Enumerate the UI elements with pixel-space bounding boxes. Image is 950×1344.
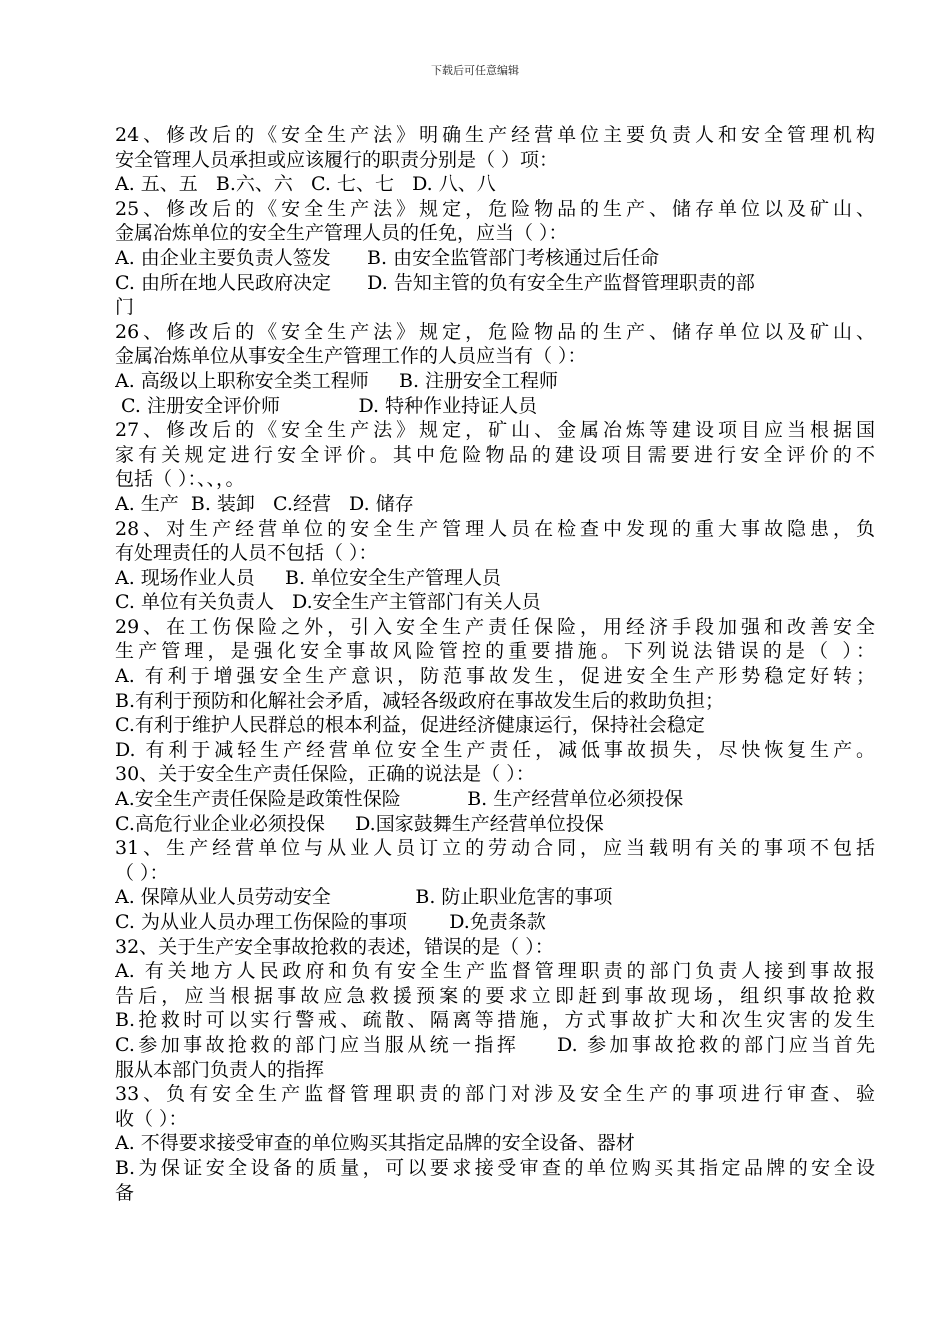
text-line: B.为保证安全设备的质量，可以要求接受审查的单位购买其指定品牌的安全设 <box>115 1156 875 1179</box>
text-line: 备 <box>115 1181 135 1204</box>
text-line: 服从本部门负责人的指挥 <box>115 1058 325 1081</box>
text-line: 33、负有安全生产监督管理职责的部门对涉及安全生产的事项进行审查、验 <box>115 1083 875 1106</box>
text-line: 27、修改后的《安全生产法》规定，矿山、金属冶炼等建设项目应当根据国 <box>115 419 875 442</box>
text-line: A. 现场作业人员 B. 单位安全生产管理人员 <box>115 566 502 589</box>
text-line: 31、生产经营单位与从业人员订立的劳动合同，应当载明有关的事项不包括 <box>115 837 875 860</box>
text-line: 包括（ ）：、、，。 <box>115 468 245 491</box>
text-line: C.有利于维护人民群总的根本利益，促进经济健康运行，保持社会稳定 <box>115 714 705 737</box>
text-line: 29、在工伤保险之外，引入安全生产责任保险，用经济手段加强和改善安全 <box>115 615 875 638</box>
text-line: 收（ ）： <box>115 1107 188 1130</box>
document-body <box>115 123 875 1205</box>
text-line: A. 由企业主要负责人签发 B. 由安全监管部门考核通过后任命 <box>115 246 660 269</box>
text-line: A. 有关地方人民政府和负有安全生产监督管理职责的部门负责人接到事故报 <box>115 960 875 983</box>
text-line: C.高危行业企业必须投保 D.国家鼓舞生产经营单位投保 <box>115 812 604 835</box>
text-line: 有处理责任的人员不包括（ ）： <box>115 542 378 565</box>
text-line: C. 注册安全评价师 D. 特种作业持证人员 <box>115 394 538 417</box>
text-line: A.安全生产责任保险是政策性保险 B. 生产经营单位必须投保 <box>115 788 684 811</box>
text-line: 门 <box>115 296 135 319</box>
text-line: B.有利于预防和化解社会矛盾，减轻各级政府在事故发生后的救助负担； <box>115 689 725 712</box>
text-line: （ ）： <box>115 861 169 884</box>
text-line: C.参加事故抢救的部门应当服从统一指挥 D. 参加事故抢救的部门应当首先 <box>115 1033 875 1056</box>
text-line: C. 单位有关负责人 D.安全生产主管部门有关人员 <box>115 591 541 614</box>
text-line: A. 五、五 B.六、六 C. 七、七 D. 八、八 <box>115 173 496 196</box>
text-line: D. 有利于减轻生产经营单位安全生产责任，减低事故损失，尽快恢复生产。 <box>115 738 875 761</box>
text-line: 32、关于生产安全事故抢救的表述，错误的是（ ）： <box>115 935 554 958</box>
text-line: A. 有利于增强安全生产意识，防范事故发生，促进安全生产形势稳定好转； <box>115 665 875 688</box>
text-line: 28、对生产经营单位的安全生产管理人员在检查中发现的重大事故隐患，负 <box>115 517 875 540</box>
text-line: A. 生产 B. 装卸 C.经营 D. 储存 <box>115 492 414 515</box>
text-line: 家有关规定进行安全评价。其中危险物品的建设项目需要进行安全评价的不 <box>115 443 875 466</box>
text-line: 25、修改后的《安全生产法》规定，危险物品的生产、储存单位以及矿山、 <box>115 197 875 220</box>
text-line: A. 高级以上职称安全类工程师 B. 注册安全工程师 <box>115 369 559 392</box>
text-line: 30、关于安全生产责任保险，正确的说法是（ ）： <box>115 763 535 786</box>
text-line: A. 保障从业人员劳动安全 B. 防止职业危害的事项 <box>115 886 613 909</box>
text-line: B.抢救时可以实行警戒、疏散、隔离等措施，方式事故扩大和次生灾害的发生 <box>115 1009 875 1032</box>
page-header: 下载后可任意编辑 <box>431 64 519 77</box>
text-line: 金属冶炼单位的安全生产管理人员的任免，应当（ ）： <box>115 222 568 245</box>
text-line: 26、修改后的《安全生产法》规定，危险物品的生产、储存单位以及矿山、 <box>115 320 875 343</box>
text-line: 生产管理，是强化安全事故风险管控的重要措施。下列说法错误的是（ ）： <box>115 640 875 663</box>
text-line: C. 为从业人员办理工伤保险的事项 D.免责条款 <box>115 911 546 933</box>
text-line: 告后，应当根据事故应急救援预案的要求立即赶到事故现场，组织事故抢救 <box>115 984 875 1007</box>
text-line: 金属冶炼单位从事安全生产管理工作的人员应当有（ ）： <box>115 345 587 368</box>
text-line: 24、修改后的《安全生产法》明确生产经营单位主要负责人和安全管理机构 <box>115 124 875 146</box>
text-line: A. 不得要求接受审查的单位购买其指定品牌的安全设备、器材 <box>115 1132 635 1155</box>
text-line: 安全管理人员承担或应该履行的职责分别是（ ）项： <box>115 148 559 171</box>
text-line: C. 由所在地人民政府决定 D. 告知主管的负有安全生产监督管理职责的部 <box>115 271 755 294</box>
